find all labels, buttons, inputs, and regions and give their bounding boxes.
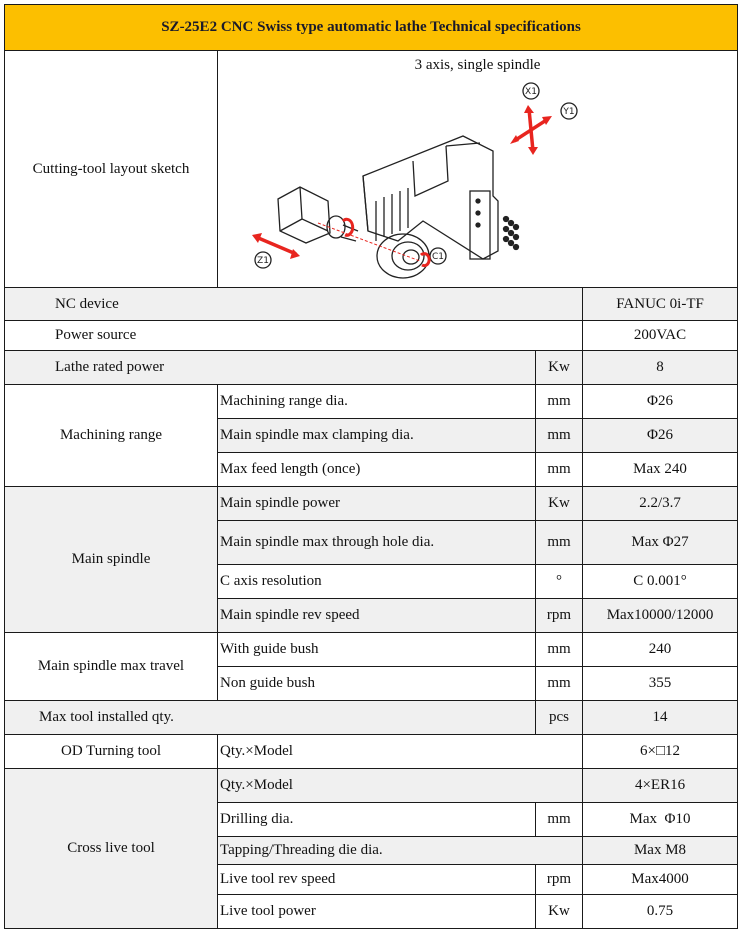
row-unit: Kw — [536, 895, 583, 929]
row-label: Live tool rev speed — [218, 865, 536, 895]
row-unit: Kw — [536, 487, 583, 521]
row-label: Qty.×Model — [218, 735, 583, 769]
row-unit: pcs — [536, 701, 583, 735]
sketch-caption: 3 axis, single spindle — [414, 57, 541, 73]
row-value: 200VAC — [583, 321, 738, 351]
row-value: Max Φ27 — [583, 521, 738, 565]
row-label: Main spindle rev speed — [218, 599, 536, 633]
row-unit: Kw — [536, 351, 583, 385]
lathe-layout-diagram-icon — [218, 51, 612, 287]
row-value: Φ26 — [583, 385, 738, 419]
row-unit: mm — [536, 385, 583, 419]
table-row — [5, 487, 738, 521]
row-label: Tapping/Threading die dia. — [218, 837, 583, 865]
row-value: 355 — [583, 667, 738, 701]
table-row — [5, 735, 738, 769]
row-label: Non guide bush — [218, 667, 536, 701]
row-value: C 0.001° — [583, 565, 738, 599]
row-value: Max4000 — [583, 865, 738, 895]
row-unit: mm — [536, 419, 583, 453]
row-unit: rpm — [536, 599, 583, 633]
group-label: Cross live tool — [5, 769, 218, 929]
row-unit: mm — [536, 803, 583, 837]
row-label: Main spindle max clamping dia. — [218, 419, 536, 453]
row-value: 0.75 — [583, 895, 738, 929]
row-value: Max 240 — [583, 453, 738, 487]
sketch-cell — [218, 51, 738, 288]
row-label: NC device — [5, 288, 583, 321]
table-row — [5, 385, 738, 419]
table-row — [5, 769, 738, 803]
group-label: Main spindle — [5, 487, 218, 633]
row-unit: ° — [536, 565, 583, 599]
svg-text:X1: X1 — [525, 87, 537, 97]
row-value: Φ26 — [583, 419, 738, 453]
row-label: Main spindle max through hole dia. — [218, 521, 536, 565]
spec-sheet — [4, 4, 737, 931]
row-unit: mm — [536, 633, 583, 667]
table-row — [5, 633, 738, 667]
row-value: FANUC 0i-TF — [583, 288, 738, 321]
row-unit: mm — [536, 521, 583, 565]
row-value: 6×□12 — [583, 735, 738, 769]
sketch-label: Cutting-tool layout sketch — [5, 51, 218, 288]
svg-text:C1: C1 — [431, 252, 445, 262]
row-label: Max feed length (once) — [218, 453, 536, 487]
row-label: Machining range dia. — [218, 385, 536, 419]
row-label: Drilling dia. — [218, 803, 536, 837]
row-label: C axis resolution — [218, 565, 536, 599]
row-value: 240 — [583, 633, 738, 667]
row-label: Power source — [5, 321, 583, 351]
row-label: Live tool power — [218, 895, 536, 929]
row-value: Max10000/12000 — [583, 599, 738, 633]
row-label: Lathe rated power — [5, 351, 536, 385]
spec-table — [4, 4, 738, 929]
table-row — [5, 701, 738, 735]
row-value: Max Φ10 — [583, 803, 738, 837]
row-label: Max tool installed qty. — [5, 701, 536, 735]
row-value: 4×ER16 — [583, 769, 738, 803]
row-unit: mm — [536, 667, 583, 701]
row-label: With guide bush — [218, 633, 536, 667]
row-unit: rpm — [536, 865, 583, 895]
table-row — [5, 351, 738, 385]
table-row — [5, 288, 738, 321]
group-label: OD Turning tool — [5, 735, 218, 769]
row-value: 8 — [583, 351, 738, 385]
svg-text:Z1: Z1 — [257, 256, 269, 266]
table-row — [5, 321, 738, 351]
group-label: Machining range — [5, 385, 218, 487]
row-value: 14 — [583, 701, 738, 735]
row-value: 2.2/3.7 — [583, 487, 738, 521]
group-label: Main spindle max travel — [5, 633, 218, 701]
row-value: Max M8 — [583, 837, 738, 865]
svg-text:Y1: Y1 — [563, 107, 575, 117]
row-label: Qty.×Model — [218, 769, 583, 803]
page-title: SZ-25E2 CNC Swiss type automatic lathe Technical specifications — [5, 5, 738, 51]
row-unit: mm — [536, 453, 583, 487]
row-label: Main spindle power — [218, 487, 536, 521]
